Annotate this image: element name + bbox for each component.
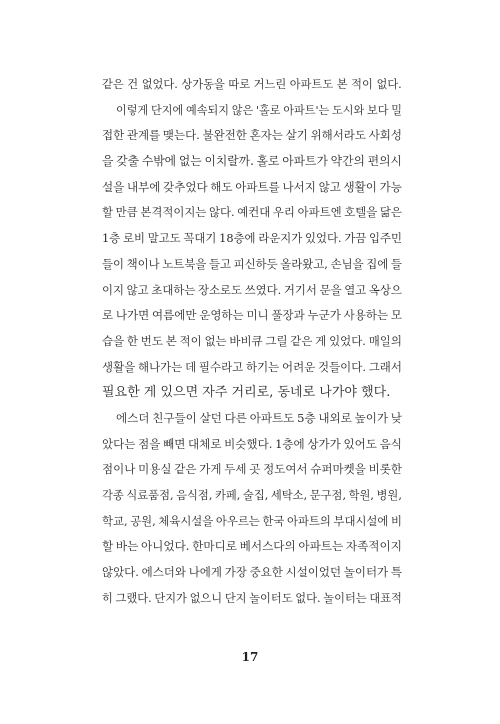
text-line: 접한 관계를 맺는다. 불완전한 혼자는 살기 위해서라도 사회성	[102, 128, 402, 143]
text-line: 생활을 해나가는 데 필수라고 하기는 어려운 것들이다. 그래서	[102, 359, 402, 374]
text-line: 로 나가면 여름에만 운영하는 미니 풀장과 누군가 사용하는 모	[102, 308, 402, 323]
text-line: 에스더 친구들이 살던 다른 아파트도 5층 내외로 높이가 낮	[116, 410, 402, 425]
text-line: 히 그랬다. 단지가 없으니 단지 놀이터도 없다. 놀이터는 대표적	[102, 591, 402, 605]
text-line: 않았다. 에스더와 나에게 가장 중요한 시설이었던 놀이터가 특	[102, 565, 402, 580]
text-line: 이지 않고 초대하는 장소로도 쓰였다. 거기서 문을 열고 옥상으	[102, 282, 402, 297]
body-text	[102, 72, 402, 611]
text-line: 필요한 게 있으면 자주 거리로, 동네로 나가야 했다.	[102, 385, 391, 401]
text-line: 학교, 공원, 체육시설을 아우르는 한국 아파트의 부대시설에 비	[102, 513, 402, 528]
text-line: 같은 건 없었다. 상가동을 따로 거느린 아파트도 본 적이 없다.	[102, 78, 402, 91]
text-line: 습을 한 번도 본 적이 없는 바비큐 그릴 같은 게 있었다. 매일의	[102, 333, 402, 348]
text-line: 1층 로비 말고도 꼭대기 18층에 라운지가 있었다. 가끔 입주민	[102, 231, 402, 246]
text-line: 점이나 미용실 같은 가게 두세 곳 정도여서 슈퍼마켓을 비롯한	[102, 462, 402, 477]
text-line: 았다는 점을 빼면 대체로 비슷했다. 1층에 상가가 있어도 음식	[102, 436, 402, 451]
text-line: 들이 책이나 노트북을 들고 피신하듯 올라왔고, 손님을 집에 들	[102, 256, 402, 271]
text-line: 할 바는 아니었다. 한마디로 베서스다의 아파트는 자족적이지	[102, 539, 402, 554]
text-line: 각종 식료품점, 음식점, 카페, 술집, 세탁소, 문구점, 학원, 병원,	[102, 489, 402, 502]
page-number: 17	[241, 650, 259, 664]
text-line: 을 갖출 수밖에 없는 이치랄까. 홀로 아파트가 약간의 편의시	[102, 154, 402, 169]
text-line: 설을 내부에 갖추었다 해도 아파트를 나서지 않고 생활이 가능	[102, 179, 402, 194]
text-line: 이렇게 단지에 예속되지 않은 '홀로 아파트'는 도시와 보다 밀	[116, 103, 402, 117]
text-line: 할 만큼 본격적이지는 않다. 예컨대 우리 아파트엔 호텔을 닮은	[102, 205, 402, 220]
